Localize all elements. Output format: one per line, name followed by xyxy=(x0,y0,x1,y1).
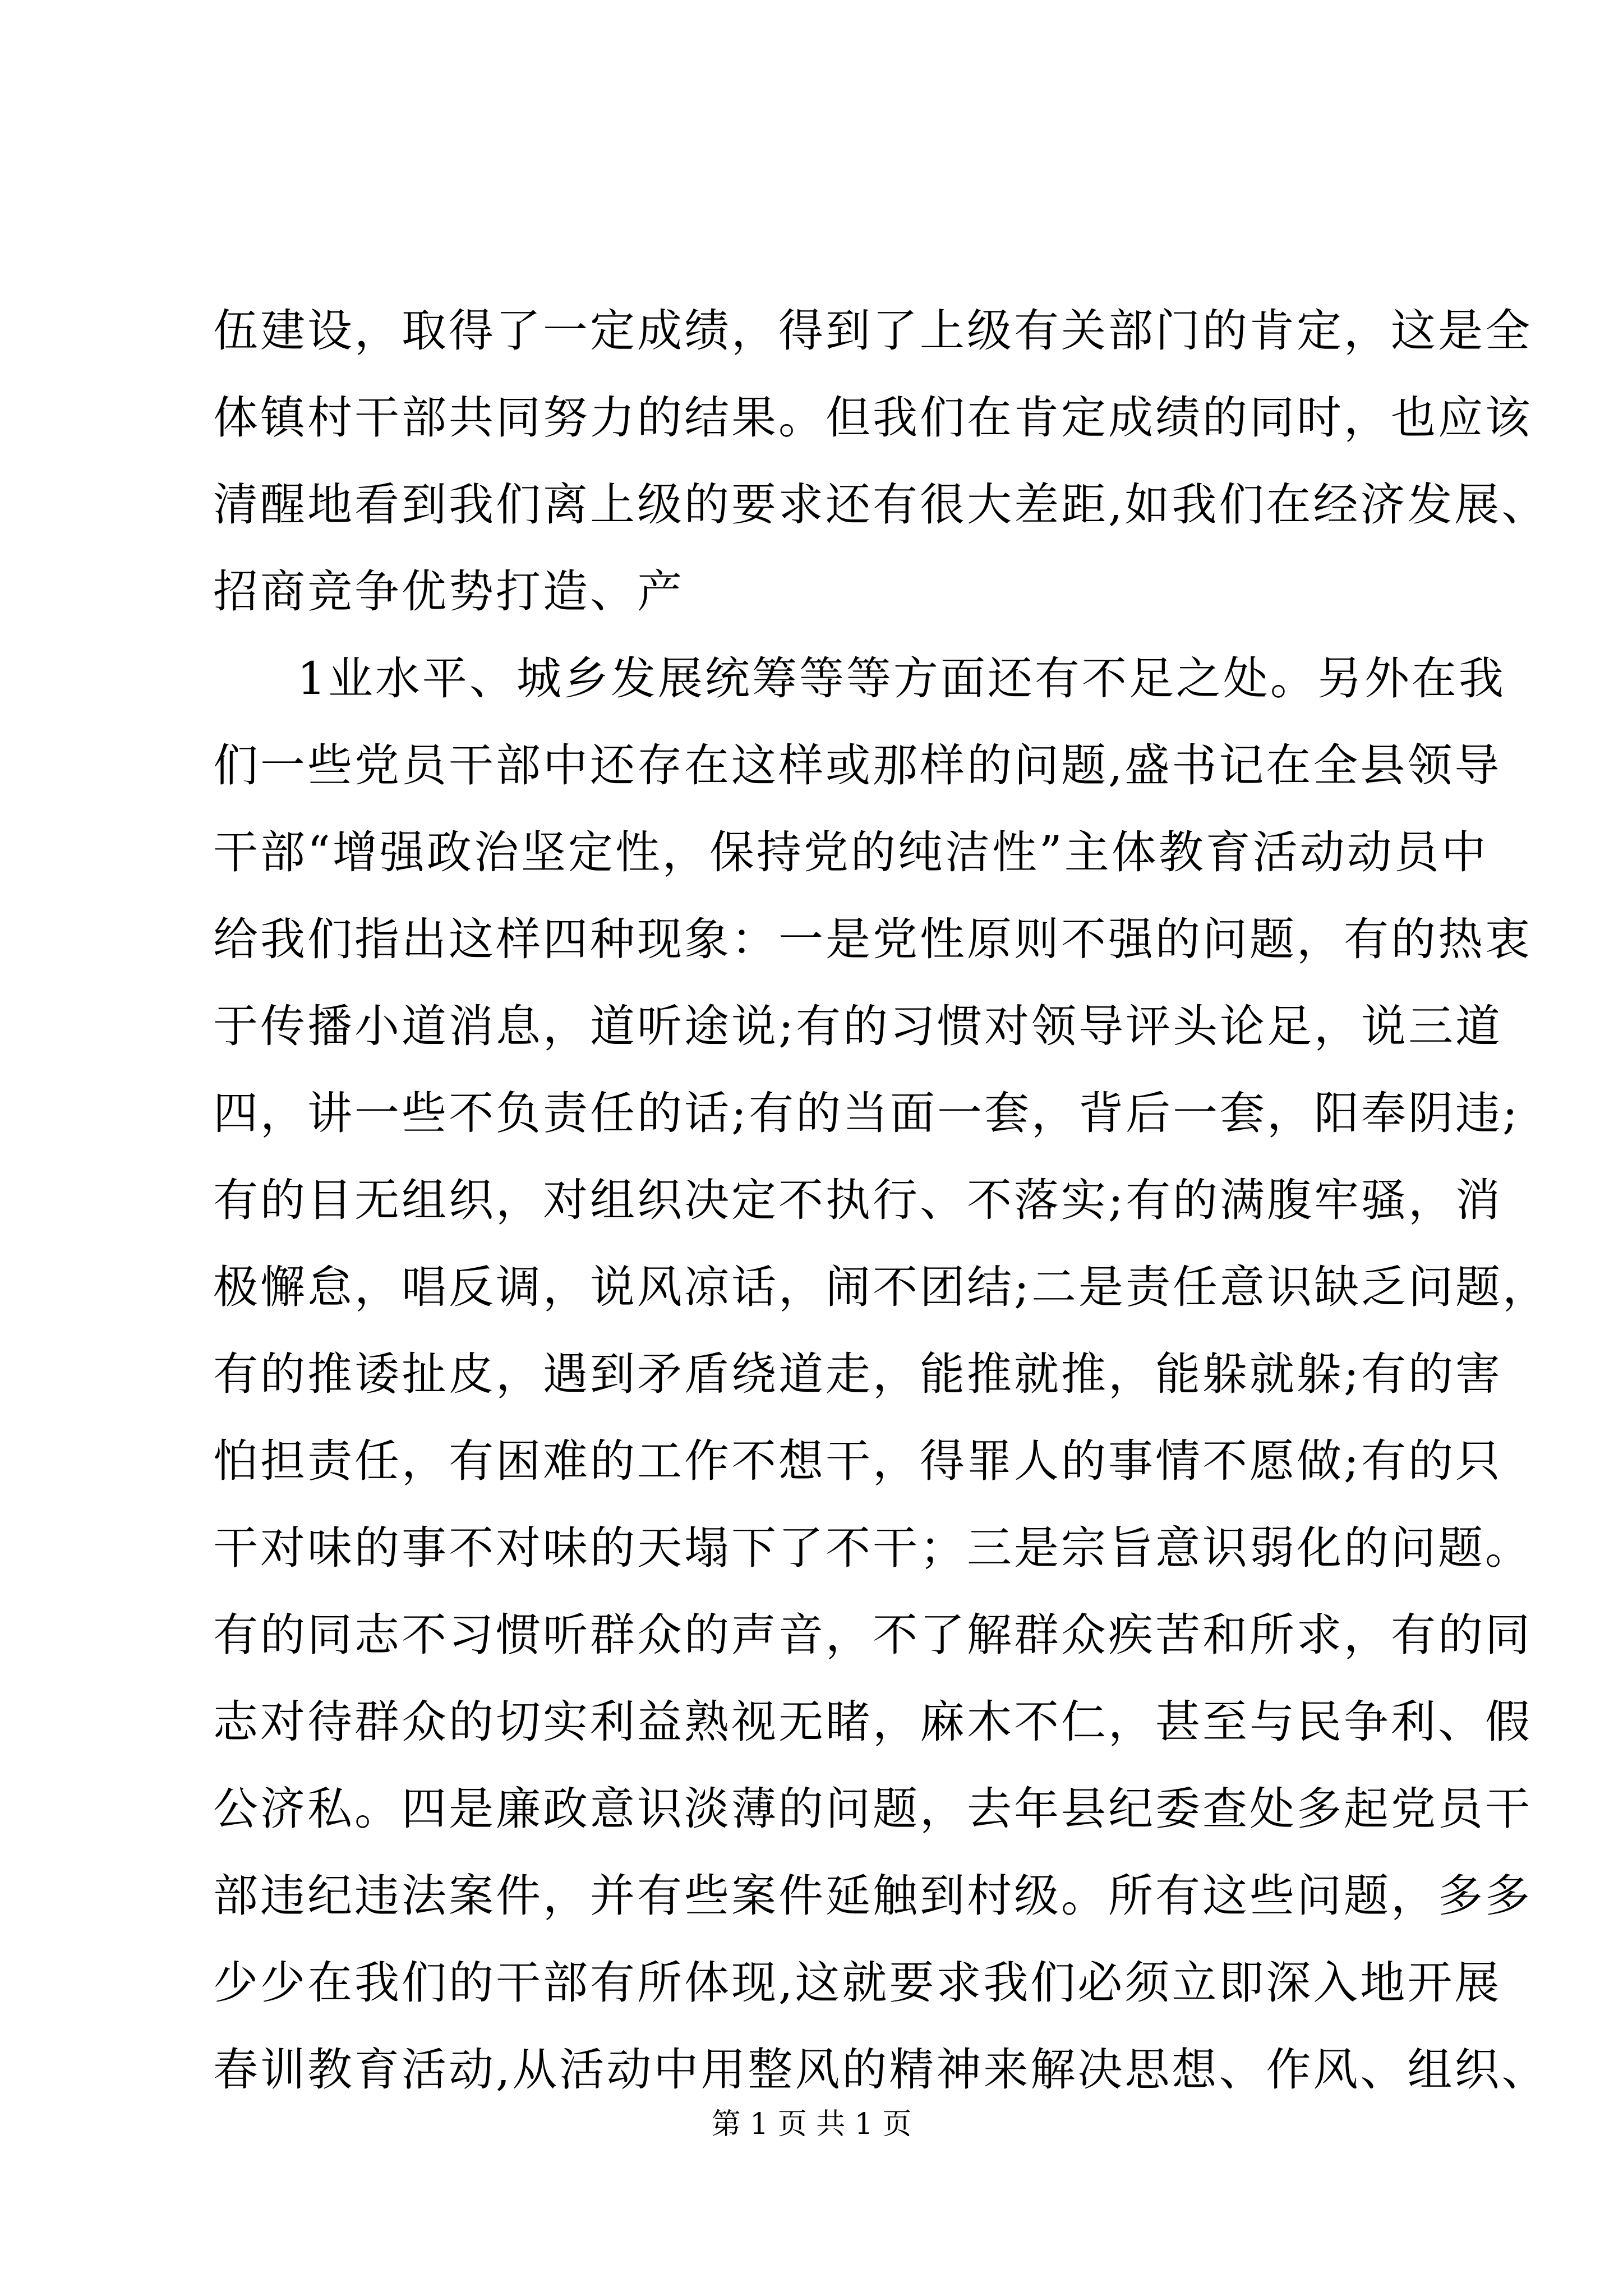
page-footer xyxy=(0,2106,1623,2142)
text-line: 们一些党员干部中还存在这样或那样的问题,盛书记在全县领导 xyxy=(213,739,1502,792)
text-line: 伍建设，取得了一定成绩，得到了上级有关部门的肯定，这是全 xyxy=(213,305,1532,357)
text-line: 清醒地看到我们离上级的要求还有很大差距,如我们在经济发展、 xyxy=(213,478,1549,531)
text-line: 怕担责任，有困难的工作不想干，得罪人的事情不愿做;有的只 xyxy=(213,1435,1502,1487)
text-line: 于传播小道消息，道听途说;有的习惯对领导评头论足，说三道 xyxy=(213,1000,1502,1052)
text-line: 极懈怠，唱反调，说风凉话，闹不团结;二是责任意识缺乏问题， xyxy=(213,1261,1550,1313)
text-line: 体镇村干部共同努力的结果。但我们在肯定成绩的同时，也应该 xyxy=(213,392,1532,444)
text-line: 少少在我们的干部有所体现,这就要求我们必须立即深入地开展 xyxy=(213,1957,1502,2009)
text-line: 公济私。四是廉政意识淡薄的问题，去年县纪委查处多起党员干 xyxy=(213,1783,1532,1835)
text-line: 招商竞争优势打造、产 xyxy=(213,565,684,618)
text-line: 干对味的事不对味的天塌下了不干；三是宗旨意识弱化的问题。 xyxy=(213,1522,1532,1574)
text-line: 1业水平、城乡发展统筹等等方面还有不足之处。另外在我 xyxy=(297,652,1506,705)
text-line: 部违纪违法案件，并有些案件延触到村级。所有这些问题，多多 xyxy=(213,1870,1532,1922)
text-line: 有的推诿扯皮，遇到矛盾绕道走，能推就推，能躲就躲;有的害 xyxy=(213,1348,1502,1400)
text-line: 有的目无组织，对组织决定不执行、不落实;有的满腹牢骚，消 xyxy=(213,1174,1502,1226)
text-line: 志对待群众的切实利益熟视无睹，麻木不仁，甚至与民争利、假 xyxy=(213,1696,1532,1748)
text-line: 给我们指出这样四种现象：一是党性原则不强的问题，有的热衷 xyxy=(213,913,1532,965)
text-line: 干部“增强政治坚定性，保持党的纯洁性”主体教育活动动员中 xyxy=(213,826,1488,878)
text-line: 四，讲一些不负责任的话;有的当面一套，背后一套，阳奉阴违; xyxy=(213,1087,1520,1139)
text-line: 有的同志不习惯听群众的声音，不了解群众疾苦和所求，有的同 xyxy=(213,1609,1532,1661)
page-number: 第 1 页 共 1 页 xyxy=(711,2108,912,2141)
text-line: 春训教育活动,从活动中用整风的精神来解决思想、作风、组织、 xyxy=(213,2044,1549,2096)
